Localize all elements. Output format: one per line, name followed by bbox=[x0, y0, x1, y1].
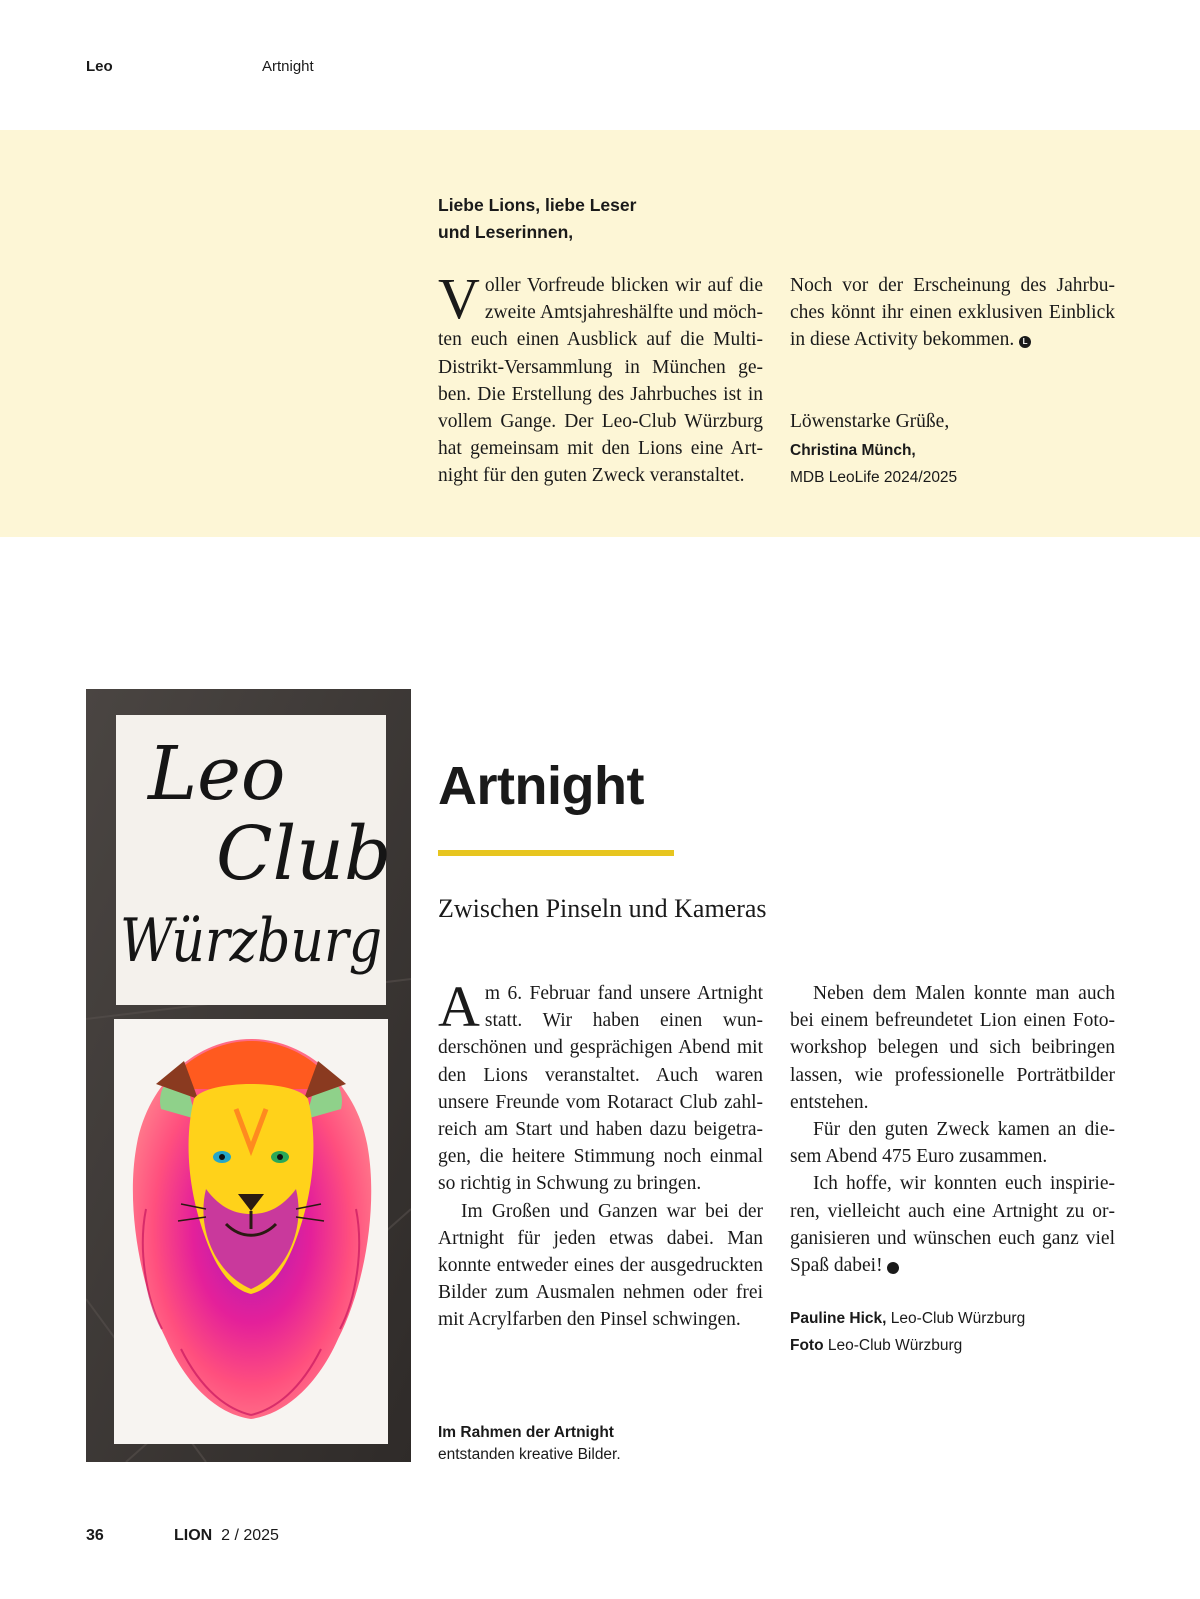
intro-col1-text: oller Vorfreude blicken wir auf die zweite Amtsjahreshälfte und möchten euch einen Ausblick auf die Multi-Distrikt-Versammlung in München geben. Die Erstellung des Jahrbuches ist in vollem Gange. Der Leo-Club Würzburg hat gemeinsam mit den Lions eine Artnight für den guten Zweck veranstaltet. bbox=[438, 275, 763, 487]
magazine-name: LION bbox=[174, 1527, 213, 1544]
article-paragraph-4: Für den guten Zweck kamen an diesem Abend 475 Euro zusammen. bbox=[790, 1119, 1115, 1168]
photo-credit bbox=[790, 1335, 962, 1357]
magazine-issue bbox=[174, 1527, 279, 1545]
title-accent-rule bbox=[438, 850, 674, 856]
intro-column-2 bbox=[790, 272, 1115, 354]
intro-author: Christina Münch, bbox=[790, 442, 916, 459]
author-club: Leo-Club Würzburg bbox=[890, 1310, 1026, 1327]
intro-greeting bbox=[438, 192, 778, 246]
handwriting-wuerzburg: Würzburg bbox=[120, 906, 382, 976]
artwork-illustration bbox=[86, 689, 411, 1462]
topic-label: Artnight bbox=[262, 58, 314, 75]
photo-caption bbox=[438, 1422, 768, 1466]
photo-credit-label: Foto bbox=[790, 1337, 824, 1354]
photo-credit-source: Leo-Club Würzburg bbox=[827, 1337, 963, 1354]
caption-bold: Im Rahmen der Artnight bbox=[438, 1424, 614, 1441]
article-p5-text: Ich hoffe, wir konnten euch inspirieren, vielleicht auch eine Artnight zu organisieren und wünschen euch ganz viel Spaß dabei! bbox=[790, 1173, 1115, 1277]
article-paragraph-2: Im Großen und Ganzen war bei der Artnight für jeden etwas dabei. Man konnte entweder eines der ausgedruckten Bilder zum Ausmalen nehmen oder frei mit Acrylfarben den Pinsel schwingen. bbox=[438, 1200, 763, 1331]
end-mark-icon: L bbox=[1019, 336, 1031, 348]
article-paragraph-5 bbox=[790, 1170, 1115, 1279]
intro-dropcap: V bbox=[438, 266, 480, 331]
issue-number: 2 / 2025 bbox=[221, 1527, 279, 1544]
article-p1-text: m 6. Februar fand unsere Artnight statt. Wir haben einen wunderschönen und gesprächigen Abend mit den Lions veranstaltet. Auch waren unsere Freunde vom Rotaract Club zahlreich am Start und haben dazu beigetragen, die heitere Stimmung noch einmal so richtig in Schwung zu bringen. bbox=[438, 983, 763, 1195]
intro-col2-text: Noch vor der Erscheinung des Jahrbuches könnt ihr einen exklusiven Einblick in diese Activity bekommen. bbox=[790, 275, 1115, 351]
caption-text: entstanden kreative Bilder. bbox=[438, 1446, 621, 1463]
author-credit bbox=[790, 1308, 1025, 1330]
article-paragraph-1 bbox=[438, 974, 763, 1198]
article-dropcap: A bbox=[438, 974, 480, 1039]
intro-closing: Löwenstarke Grüße, bbox=[790, 411, 950, 432]
intro-greeting-line1: Liebe Lions, liebe Leser bbox=[438, 195, 637, 215]
page-number: 36 bbox=[86, 1527, 104, 1544]
artwork-photo bbox=[86, 689, 411, 1462]
article-title: Artnight bbox=[438, 756, 644, 816]
article-subtitle: Zwischen Pinseln und Kameras bbox=[438, 894, 767, 923]
author-name: Pauline Hick, bbox=[790, 1310, 887, 1327]
article-column-2 bbox=[790, 980, 1115, 1279]
intro-column-1 bbox=[438, 266, 763, 490]
article-paragraph-3: Neben dem Malen konnte man auch bei einem befreundetet Lion einen Fotoworkshop belegen und sich beibringen lassen, wie professionelle Porträtbilder entstehen. bbox=[790, 983, 1115, 1113]
handwriting-leo: Leo bbox=[148, 731, 286, 817]
section-label: Leo bbox=[86, 58, 113, 75]
intro-author-role: MDB LeoLife 2024/2025 bbox=[790, 469, 958, 486]
article-column-1 bbox=[438, 974, 763, 1334]
handwriting-club: Club bbox=[216, 811, 392, 897]
end-mark-icon: L bbox=[887, 1262, 899, 1274]
intro-greeting-line2: und Leserinnen, bbox=[438, 222, 574, 242]
